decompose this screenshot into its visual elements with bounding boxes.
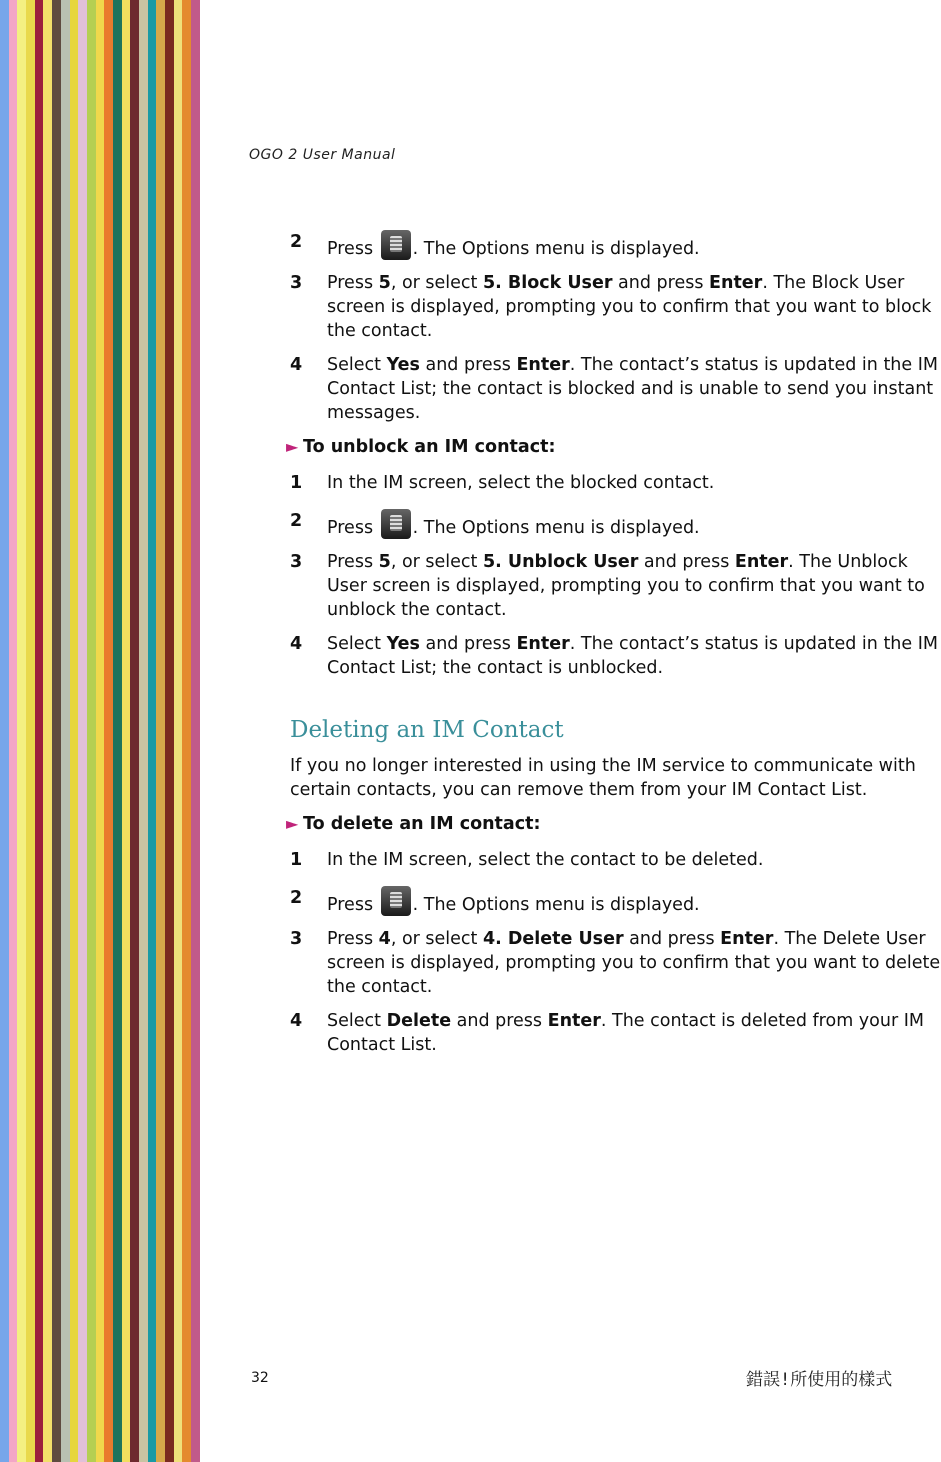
delete-step-2: 2 Press . The Options menu is displayed. [290,888,700,915]
stripe-20 [174,0,183,1462]
section-heading: Deleting an IM Contact [290,717,564,743]
stripe-22 [191,0,200,1462]
procedure-delete: ► To delete an IM contact: [286,814,541,834]
page-number: 32 [251,1370,269,1386]
stripe-19 [165,0,174,1462]
stripe-14 [122,0,131,1462]
stripe-10 [87,0,96,1462]
page-content [286,230,941,1067]
procedure-unblock: ► To unblock an IM contact: [286,437,556,457]
stripe-8 [70,0,79,1462]
stripe-21 [182,0,191,1462]
arrow-right-icon: ► [286,437,299,456]
unblock-step-3: 3 Press 5, or select 5. Unblock User and press Enter. The Unblock User screen is displayed, prompting you to confirm that you want to unblock the contact. [290,552,925,620]
menu-icon [381,509,411,539]
decorative-stripes [0,0,200,1462]
stripe-11 [96,0,105,1462]
step-a-3: 3 Press 5, or select 5. Block User and press Enter. The Block User screen is displayed, prompting you to confirm that you want to block the contact. [290,273,932,341]
stripe-1 [9,0,18,1462]
section-intro: If you no longer interested in using the IM service to communicate with certain contacts, you can remove them from your IM Contact List. [290,756,916,800]
page-header: OGO 2 User Manual [249,147,396,163]
stripe-3 [26,0,35,1462]
stripe-2 [17,0,26,1462]
stripe-6 [52,0,61,1462]
footer-style-error: 錯誤!所使用的樣式 [746,1370,893,1390]
menu-icon [381,230,411,260]
stripe-13 [113,0,122,1462]
stripe-4 [35,0,44,1462]
stripe-16 [139,0,148,1462]
stripe-15 [130,0,139,1462]
unblock-step-1: 1 In the IM screen, select the blocked contact. [290,473,715,493]
unblock-step-4: 4 Select Yes and press Enter. The contact’s status is updated in the IM Contact List; the contact is unblocked. [290,634,938,678]
stripe-9 [78,0,87,1462]
menu-icon [381,886,411,916]
stripe-5 [43,0,52,1462]
stripe-17 [148,0,157,1462]
delete-step-3: 3 Press 4, or select 4. Delete User and press Enter. The Delete User screen is displayed, prompting you to confirm that you want to delete the contact. [290,929,941,997]
arrow-right-icon: ► [286,814,299,833]
delete-step-1: 1 In the IM screen, select the contact to be deleted. [290,850,764,870]
stripe-18 [156,0,165,1462]
unblock-step-2: 2 Press . The Options menu is displayed. [290,511,700,538]
stripe-7 [61,0,70,1462]
stripe-12 [104,0,113,1462]
step-a-4: 4 Select Yes and press Enter. The contact’s status is updated in the IM Contact List; the contact is blocked and is unable to send you instant messages. [290,355,938,423]
delete-step-4: 4 Select Delete and press Enter. The contact is deleted from your IM Contact List. [290,1011,924,1055]
step-a-2: 2 Press . The Options menu is displayed. [290,232,700,259]
stripe-0 [0,0,9,1462]
